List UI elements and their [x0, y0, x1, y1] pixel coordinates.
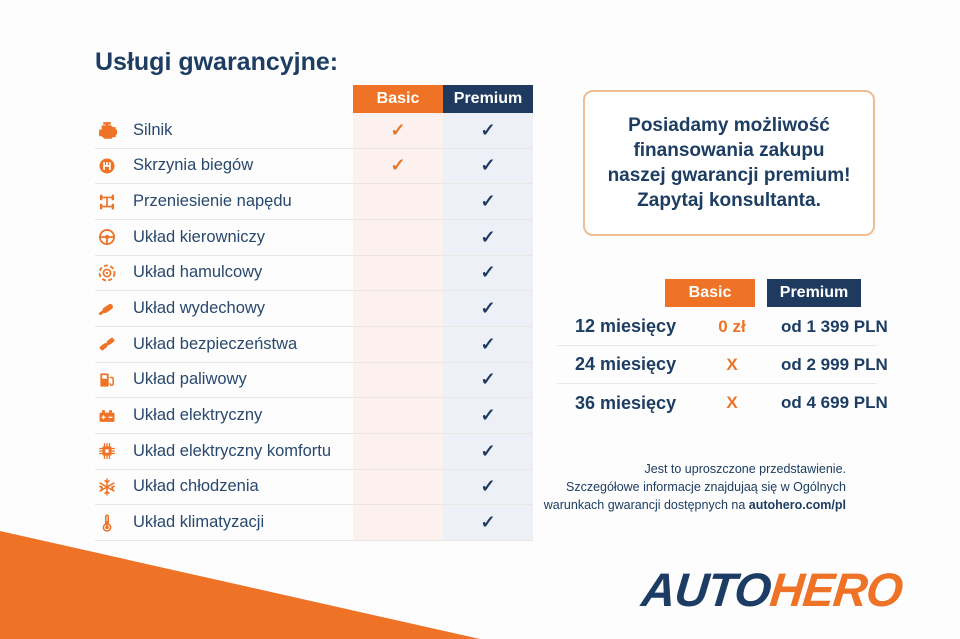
- pricing-premium-header: Premium: [767, 279, 861, 307]
- pricing-term: 24 miesięcy: [575, 354, 677, 374]
- table-row: [95, 434, 533, 470]
- gearbox-icon: [95, 156, 119, 176]
- promo-line: finansowania zakupu: [633, 139, 825, 161]
- logo-part-auto: AUTO: [639, 563, 773, 616]
- pricing-term: 36 miesięcy: [575, 392, 677, 413]
- warranty-table: [95, 113, 533, 541]
- pricing-row: [557, 346, 888, 384]
- table-row: [95, 327, 533, 363]
- pricing-term: 12 miesięcy: [575, 316, 677, 336]
- steering-wheel-icon: [95, 227, 119, 247]
- premium-check: ✓: [480, 155, 496, 176]
- row-label: Układ hamulcowy: [133, 263, 263, 282]
- page-title: Usługi gwarancyjne:: [95, 48, 339, 76]
- premium-check: ✓: [480, 119, 496, 140]
- premium-check: ✓: [480, 512, 496, 533]
- pricing-basic-header: Basic: [665, 279, 755, 307]
- drivetrain-icon: [95, 192, 119, 212]
- promo-line: Zapytaj konsultanta.: [637, 190, 821, 212]
- disclaimer: [516, 460, 846, 514]
- pricing-premium-value: od 2 999 PLN: [781, 354, 888, 374]
- promo-line: naszej gwarancji premium!: [607, 165, 851, 186]
- pricing-premium-value: od 1 399 PLN: [781, 316, 888, 336]
- premium-check: ✓: [480, 405, 496, 426]
- table-row: [95, 113, 533, 149]
- website-link[interactable]: autohero.com/pl: [748, 498, 846, 513]
- pricing-row: [557, 308, 888, 346]
- pricing-basic-value: X: [726, 354, 738, 374]
- engine-icon: [95, 120, 119, 140]
- row-label: Układ chłodzenia: [133, 477, 259, 496]
- finance-promo-box: [583, 90, 875, 236]
- orange-corner-triangle: [0, 531, 480, 639]
- premium-check: ✓: [480, 333, 496, 354]
- snowflake-icon: [95, 477, 119, 497]
- row-label: Skrzynia biegów: [133, 156, 254, 175]
- row-label: Układ bezpieczeństwa: [133, 334, 298, 353]
- table-row: [95, 220, 533, 256]
- pricing-row: [557, 384, 888, 422]
- chip-icon: [95, 441, 119, 461]
- disclaimer-line: Jest to uproszczone przedstawienie.: [644, 462, 846, 476]
- promo-line: Posiadamy możliwość: [628, 114, 830, 136]
- brake-disc-icon: [95, 263, 119, 283]
- table-row: [95, 291, 533, 327]
- row-label: Układ kierowniczy: [133, 227, 266, 246]
- row-label: Układ wydechowy: [133, 299, 266, 318]
- table-row: [95, 470, 533, 506]
- pricing-basic-value: 0 zł: [718, 316, 746, 336]
- table-row: [95, 363, 533, 399]
- table-row: [95, 505, 533, 541]
- disclaimer-text: warunkach gwarancji dostępnych na: [543, 498, 749, 513]
- premium-check: ✓: [480, 262, 496, 283]
- table-row: [95, 184, 533, 220]
- logo-part-hero: HERO: [767, 563, 905, 616]
- basic-check: ✓: [390, 155, 406, 176]
- premium-check: ✓: [480, 440, 496, 461]
- table-row: [95, 398, 533, 434]
- row-label: Przeniesienie napędu: [133, 192, 292, 211]
- premium-check: ✓: [480, 476, 496, 497]
- basic-check: ✓: [390, 119, 406, 140]
- disclaimer-line: [516, 496, 846, 514]
- pricing-basic-value: X: [726, 393, 738, 412]
- disclaimer-line: Szczegółowe informacje znajdujaą się w Ogólnych: [565, 480, 846, 495]
- fuel-pump-icon: [95, 370, 119, 390]
- thermometer-icon: [95, 513, 119, 533]
- row-label: Układ elektryczny: [133, 406, 263, 425]
- battery-icon: [95, 406, 119, 426]
- table-row: [95, 256, 533, 292]
- premium-check: ✓: [480, 298, 496, 319]
- premium-column-header: Premium: [443, 85, 533, 113]
- row-label: Układ paliwowy: [133, 370, 247, 389]
- pricing-premium-value: od 4 699 PLN: [781, 393, 888, 412]
- row-label: Silnik: [133, 120, 173, 139]
- premium-check: ✓: [480, 226, 496, 247]
- row-label: Układ elektryczny komfortu: [133, 441, 332, 460]
- premium-check: ✓: [480, 191, 496, 212]
- premium-check: ✓: [480, 369, 496, 390]
- seatbelt-icon: [95, 334, 119, 354]
- basic-column-header: Basic: [353, 85, 443, 113]
- pricing-table: [557, 308, 888, 422]
- exhaust-icon: [95, 299, 119, 319]
- table-row: [95, 149, 533, 185]
- row-label: Układ klimatyzacji: [133, 513, 265, 532]
- autohero-logo: [639, 562, 905, 617]
